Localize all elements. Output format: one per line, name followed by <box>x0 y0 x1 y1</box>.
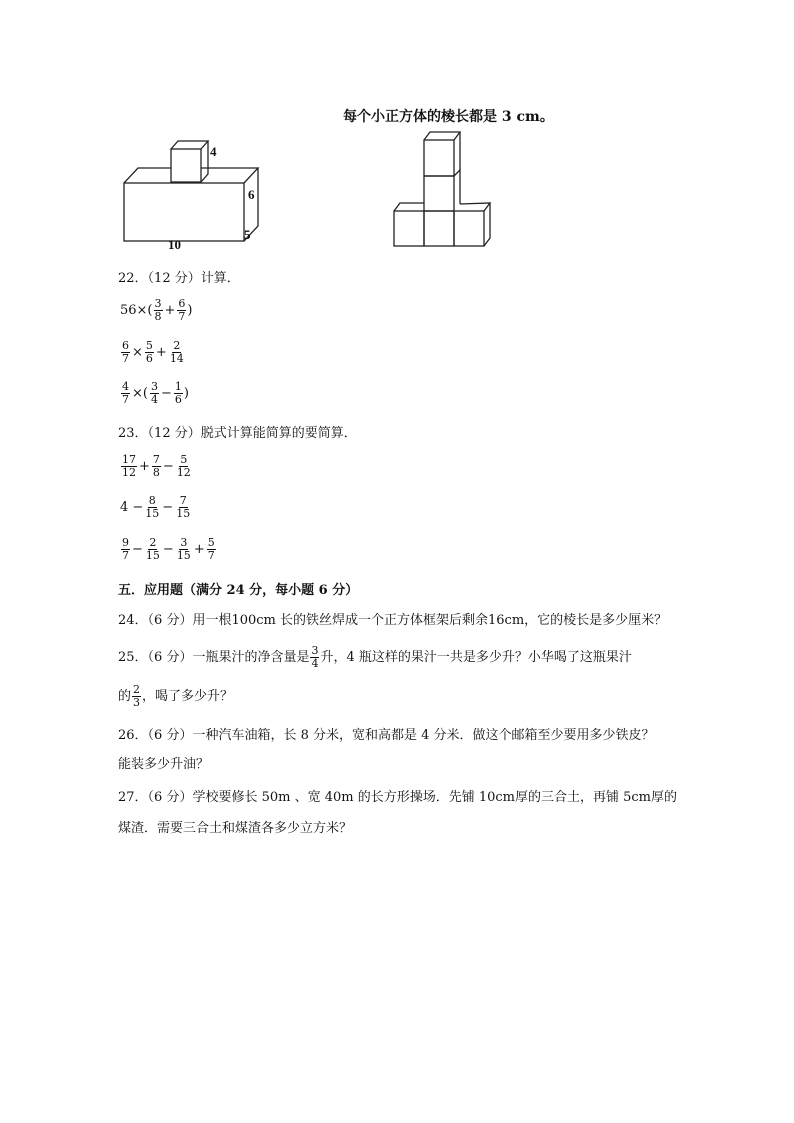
section-5-heading: 五．应用题（满分 24 分，每小题 6 分） <box>118 583 359 598</box>
q26-line-2: 能装多少升油？ <box>118 757 210 772</box>
height-label: 6 <box>248 187 255 202</box>
cubes-caption: 每个小正方体的棱长都是 3 cm。 <box>343 109 554 125</box>
q22-expr-3: $\frac{4}{7}$ ×( $\frac{3}{4}$ − $\frac{1}{6}$ ) <box>122 380 189 406</box>
length-label: 10 <box>168 237 181 252</box>
q25-line-2: 的 $\frac{2}{3}$ ，喝了多少升？ <box>118 683 234 709</box>
q23-title: 23．（12 分）脱式计算能简算的要简算． <box>118 426 357 441</box>
q27-line-1: 27．（6 分）学校要修长 50m 、宽 40m 的长方形操场．先铺 10cm厚的三合土，再铺 5cm厚的 <box>118 790 678 805</box>
q23-expr-3: $\frac{9}{7}$ − $\frac{2}{15}$ − $\frac{3}{15}$ + $\frac{5}{7}$ <box>122 536 215 562</box>
q24-text: 24．（6 分）用一根100cm 长的铁丝焊成一个正方体框架后剩余16cm，它的棱长是多少厘米？ <box>118 613 668 628</box>
cube-edge-label: 4 <box>210 144 217 159</box>
q22-title: 22．（12 分）计算． <box>118 271 240 286</box>
q23-expr-2: 4 − $\frac{8}{15}$ − $\frac{7}{15}$ <box>120 494 191 520</box>
q26-line-1: 26．（6 分）一种汽车油箱，长 8 分米，宽和高都是 4 分米．做这个邮箱至少要用多少铁皮？ <box>118 728 655 743</box>
q27-line-2: 煤渣．需要三合土和煤渣各多少立方米？ <box>118 821 353 836</box>
depth-label: 5 <box>244 227 251 242</box>
q22-expr-2: $\frac{6}{7}$ × $\frac{5}{6}$ + $\frac{2}{14}$ <box>122 339 184 365</box>
q22-expr-1: 56×( $\frac{3}{8}$ + $\frac{6}{7}$ ) <box>120 297 193 323</box>
q25-line-1: 25．（6 分）一瓶果汁的净含量是 $\frac{3}{4}$ 升，4 瓶这样的果汁一共是多少升？小华喝了这瓶果汁 <box>118 644 632 670</box>
cube-stack-figure <box>388 128 500 252</box>
q23-expr-1: $\frac{17}{12}$ + $\frac{7}{8}$ − $\frac{5}{12}$ <box>122 453 191 479</box>
